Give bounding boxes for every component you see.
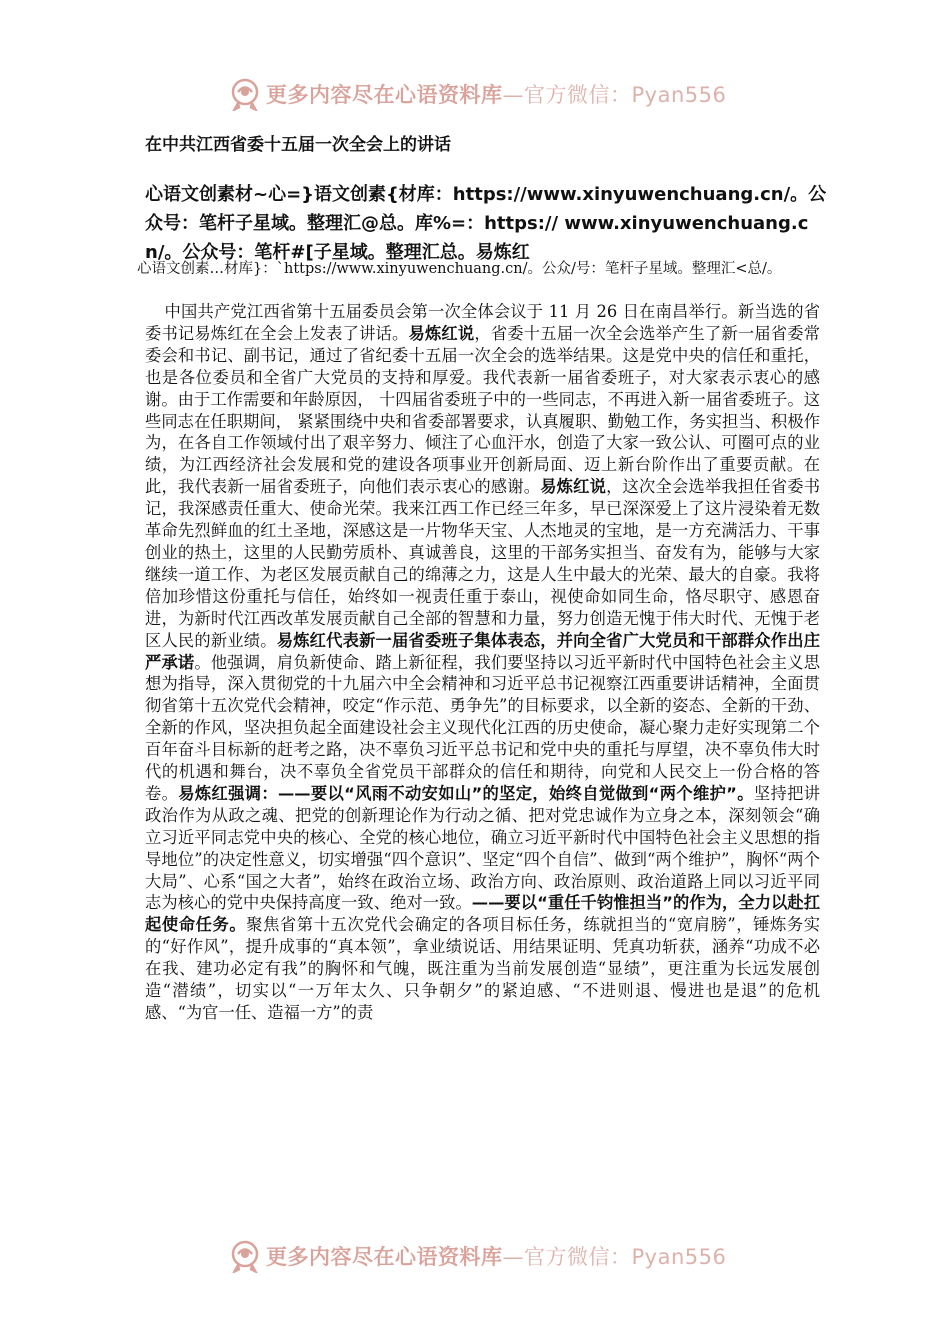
bold-phrase: 易炼红说 [408,323,475,343]
bold-phrase: 易炼红说 [540,477,607,497]
watermark-main: 更多内容尽在心语资料库 [266,83,503,107]
body-paragraph [145,301,820,1024]
watermark-banner-bottom [228,1236,748,1276]
bold-source-note: 心语文创素材~心=}语文创素{材库：https://www.xinyuwenchuang.cn/。公众号：笔杆子星域。整理汇@总。库%=：https:// www.xinyuwenchuang.cn/。公众号：笔杆#[子星域。整理汇总。易炼红 [145,184,827,263]
body-text: 聚焦省第十五次党代会确定的各项目标任务，练就担当的“宽肩膀”，锤炼务实的“好作风”，提升成事的“真本领”，拿业绩说话、用结果证明、凭真功斩获，涵养“功成不必在我、建功必定有我”的胸怀和气魄，既注重为当前发展创造“显绩”，更注重为长远发展创造“潜绩”，切实以“一万年太久、只争朝夕”的紧迫感、“不进则退、慢进也是退”的危机感、“为官一任、造福一方”的责 [145,915,820,1022]
watermark-sub: —官方微信：Pyan556 [502,1245,727,1269]
ribbon-logo-icon [228,1239,262,1273]
watermark-sub: —官方微信：Pyan556 [502,83,727,107]
ribbon-logo-icon [228,77,262,111]
bold-phrase: 易炼红代表新一届省委班子集体表态，并向全省广大党员和干部群众作出庄严承诺 [145,630,820,672]
watermark-main: 更多内容尽在心语资料库 [266,1245,503,1269]
source-note-line: 心语文创素…材库}：`https://www.xinyuwenchuang.cn/。公众/号：笔杆子星域。整理汇<总/。 [137,261,782,277]
document-title: 在中共江西省委十五届一次全会上的讲话 [145,135,451,155]
document-body [145,301,820,1024]
body-text: 坚持把讲政治作为从政之魂、把党的创新理论作为行动之循、把对党忠诚作为立身之本，深刻领会“确立习近平同志党中央的核心、全党的核心地位，确立习近平新时代中国特色社会主义思想的指导地位”的决定性意义，切实增强“四个意识”、坚定“四个自信”、做到“两个维护”，胸怀“两个大局”、心系“国之大者”，始终在政治立场、政治方向、政治原则、政治道路上同以习近平同志为核心的党中央保持高度一致、绝对一致。 [145,783,820,913]
watermark-banner-top [228,74,748,114]
body-text: 中国共产党江西省第十五届委员会第一次全体会议于 11 月 26 日在南昌举行。新当选的省委书记易炼红在全会上发表了讲话。 [145,302,820,343]
body-text: ，省委十五届一次全会选举产生了新一届省委常委会和书记、副书记，通过了省纪委十五届一次全会的选举结果。这是党中央的信任和重托，也是各位委员和全省广大党员的支持和厚爱。我代表新一届省委班子，对大家表示衷心的感谢。由于工作需要和年龄原因， 十四届省委班子中的一些同志，不再进入新一届省委班子。这些同志在任职期间， 紧紧围绕中央和省委部署要求，认真履职、勤勉工作，务实担当、积极作为，在各自工作领域付出了艰辛努力、倾注了心血汗水，创造了大家一致公认、可圈可点的业绩，为江西经济社会发展和党的建设各项事业开创新局面、迈上新台阶作出了重要贡献。在此，我代表新一届省委班子，向他们表示衷心的感谢。 [145,323,820,497]
watermark-text [266,79,726,109]
bold-phrase: 易炼红强调：——要以“风雨不动安如山”的坚定，始终自觉做到“两个维护”。 [178,783,754,803]
bold-phrase: ——要以“重任千钧惟担当”的作为，全力以赴扛起使命任务。 [145,893,820,935]
body-text: 。他强调，肩负新使命、踏上新征程，我们要坚持以习近平新时代中国特色社会主义思想为指导，深入贯彻党的十九届六中全会精神和习近平总书记视察江西重要讲话精神，全面贯彻省第十五次党代会精神，咬定“作示范、勇争先”的目标要求，以全新的姿态、全新的干劲、全新的作风，坚决担负起全面建设社会主义现代化江西的历史使命，凝心聚力走好实现第二个百年奋斗目标新的赶考之路，决不辜负习近平总书记和党中央的重托与厚望，决不辜负伟大时代的机遇和舞台，决不辜负全省党员干部群众的信任和期待，向党和人民交上一份合格的答卷。 [145,652,820,803]
body-text: ，这次全会选举我担任省委书记，我深感责任重大、使命光荣。我来江西工作已经三年多，早已深深爱上了这片浸染着无数革命先烈鲜血的红土圣地，深感这是一片物华天宝、人杰地灵的宝地，是一方充满活力、干事创业的热土，这里的人民勤劳质朴、真诚善良，这里的干部务实担当、奋发有为，能够与大家继续一道工作、为老区发展贡献自己的绵薄之力，这是人生中最大的光荣、最大的自豪。我将倍加珍惜这份重托与信任，始终如一视责任重于泰山，视使命如同生命，恪尽职守、感恩奋进，为新时代江西改革发展贡献自己全部的智慧和力量，努力创造无愧于伟大时代、无愧于老区人民的新业绩。 [145,477,820,650]
watermark-text [266,1241,726,1271]
